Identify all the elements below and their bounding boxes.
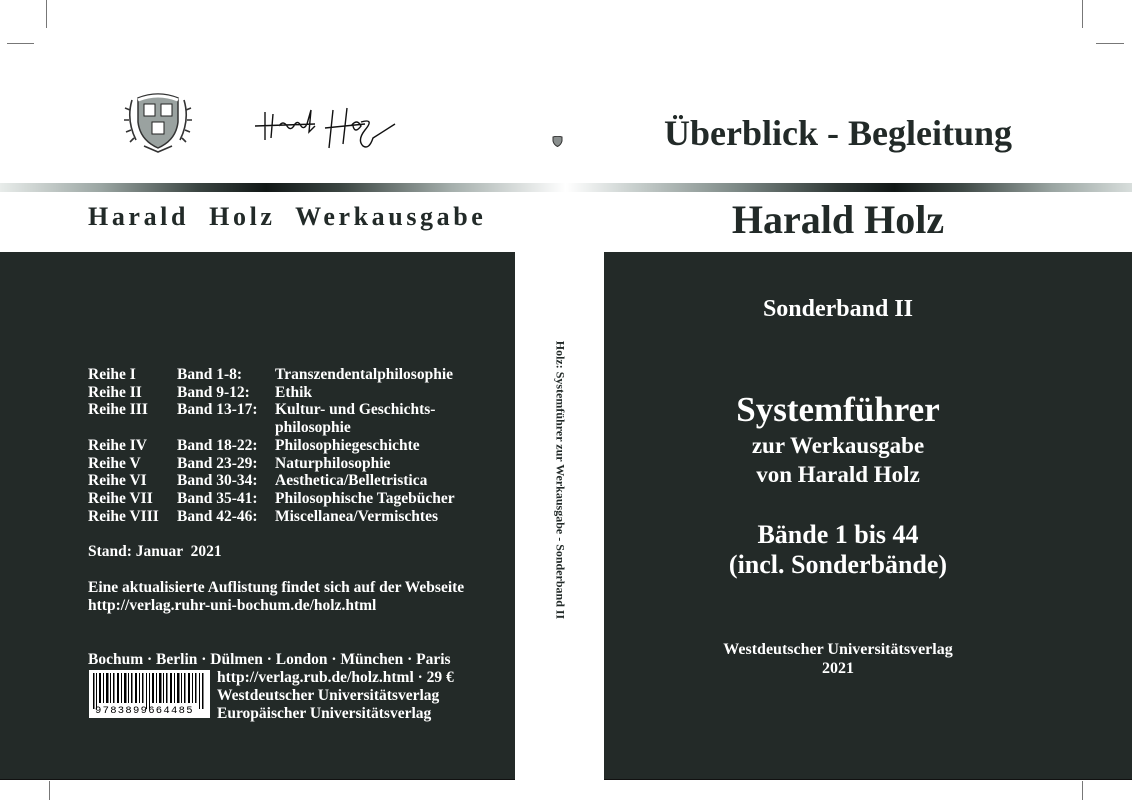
reihe-label: Reihe I bbox=[88, 366, 136, 383]
crop-mark-top-right-vertical bbox=[1082, 0, 1083, 28]
front-range-2: (incl. Sonderbände) bbox=[728, 550, 948, 579]
series-row bbox=[88, 490, 565, 508]
back-publisher-2: Europäischer Universitätsverlag bbox=[217, 705, 432, 722]
short-url-price: http://verlag.rub.de/holz.html · 29 € bbox=[217, 669, 454, 686]
spine-text: Holz: Systemführer zur Werkausgabe - Sonderband II bbox=[553, 340, 568, 620]
reihe-label: Reihe IV bbox=[88, 436, 147, 454]
crop-mark-top-left-vertical bbox=[46, 0, 47, 28]
series-row bbox=[88, 366, 565, 384]
reihe-label: Reihe V bbox=[88, 454, 141, 472]
signature-icon bbox=[255, 104, 400, 152]
update-url-link[interactable]: http://verlag.ruhr-uni-bochum.de/holz.html bbox=[88, 597, 377, 614]
series-topic: Ethik bbox=[275, 383, 313, 401]
band-range: Band 18-22: bbox=[177, 436, 258, 454]
series-topic: Philosophische Tagebücher bbox=[275, 489, 455, 507]
reihe-label: Reihe III bbox=[88, 401, 148, 419]
series-topic: Naturphilosophie bbox=[275, 454, 391, 472]
crop-mark-bottom-left-vertical bbox=[49, 781, 50, 800]
series-row bbox=[88, 419, 565, 437]
small-seal-icon bbox=[552, 134, 563, 145]
series-row bbox=[88, 508, 565, 526]
front-author: Harald Holz bbox=[731, 197, 945, 242]
front-range-1: Bände 1 bis 44 bbox=[757, 520, 919, 549]
back-header-title: Harald Holz Werkausgabe bbox=[88, 202, 487, 231]
band-range: Band 13-17: bbox=[177, 401, 258, 419]
series-topic: philosophie bbox=[275, 419, 351, 437]
band-range: Band 42-46: bbox=[177, 507, 258, 525]
decorative-gradient-bar-left bbox=[0, 183, 566, 192]
band-range: Band 23-29: bbox=[177, 454, 258, 472]
reihe-label: Reihe VII bbox=[88, 489, 153, 507]
band-range: Band 1-8: bbox=[177, 366, 243, 383]
front-volume: Sonderband II bbox=[762, 296, 914, 322]
series-topic: Transzendentalphilosophie bbox=[275, 366, 454, 383]
series-row bbox=[88, 401, 565, 419]
isbn-number: 9783899664485 bbox=[95, 705, 194, 717]
band-range: Band 9-12: bbox=[177, 383, 250, 401]
reihe-label: Reihe II bbox=[88, 383, 142, 401]
band-range bbox=[177, 419, 275, 437]
series-row bbox=[88, 472, 565, 490]
series-row bbox=[88, 384, 565, 402]
front-cover-panel bbox=[604, 252, 1132, 779]
back-publisher-1: Westdeutscher Universitätsverlag bbox=[217, 687, 440, 704]
series-topic: Miscellanea/Vermischtes bbox=[275, 507, 438, 525]
series-row bbox=[88, 455, 565, 473]
series-list bbox=[88, 366, 565, 525]
crop-mark-bottom-right-vertical bbox=[1082, 781, 1083, 800]
university-seal-icon bbox=[124, 90, 192, 154]
series-topic: Kultur- und Geschichts- bbox=[275, 401, 436, 419]
front-top-title: Überblick - Begleitung bbox=[664, 113, 1012, 153]
front-subtitle-1: zur Werkausgabe bbox=[751, 433, 925, 458]
front-year: 2021 bbox=[822, 660, 854, 677]
decorative-gradient-bar-right bbox=[566, 183, 1132, 192]
band-range: Band 35-41: bbox=[177, 489, 258, 507]
stand-date: Stand: Januar 2021 bbox=[88, 543, 222, 560]
crop-mark-top-left-horizontal bbox=[7, 43, 34, 44]
publisher-cities: Bochum · Berlin · Dülmen · London · München · Paris bbox=[88, 651, 451, 668]
crop-mark-top-right-horizontal bbox=[1096, 43, 1124, 44]
front-subtitle-2: von Harald Holz bbox=[756, 462, 920, 487]
reihe-label: Reihe VI bbox=[88, 472, 147, 490]
front-publisher: Westdeutscher Universitätsverlag bbox=[723, 641, 953, 658]
band-range: Band 30-34: bbox=[177, 472, 258, 490]
barcode-icon bbox=[89, 670, 210, 718]
series-topic: Aesthetica/Belletristica bbox=[275, 472, 428, 490]
reihe-label: Reihe VIII bbox=[88, 507, 159, 525]
series-topic: Philosophiegeschichte bbox=[275, 436, 420, 454]
update-note: Eine aktualisierte Auflistung findet sich auf der Webseite bbox=[88, 579, 465, 596]
reihe-label bbox=[88, 419, 177, 437]
series-row bbox=[88, 437, 565, 455]
front-title: Systemführer bbox=[736, 390, 940, 429]
